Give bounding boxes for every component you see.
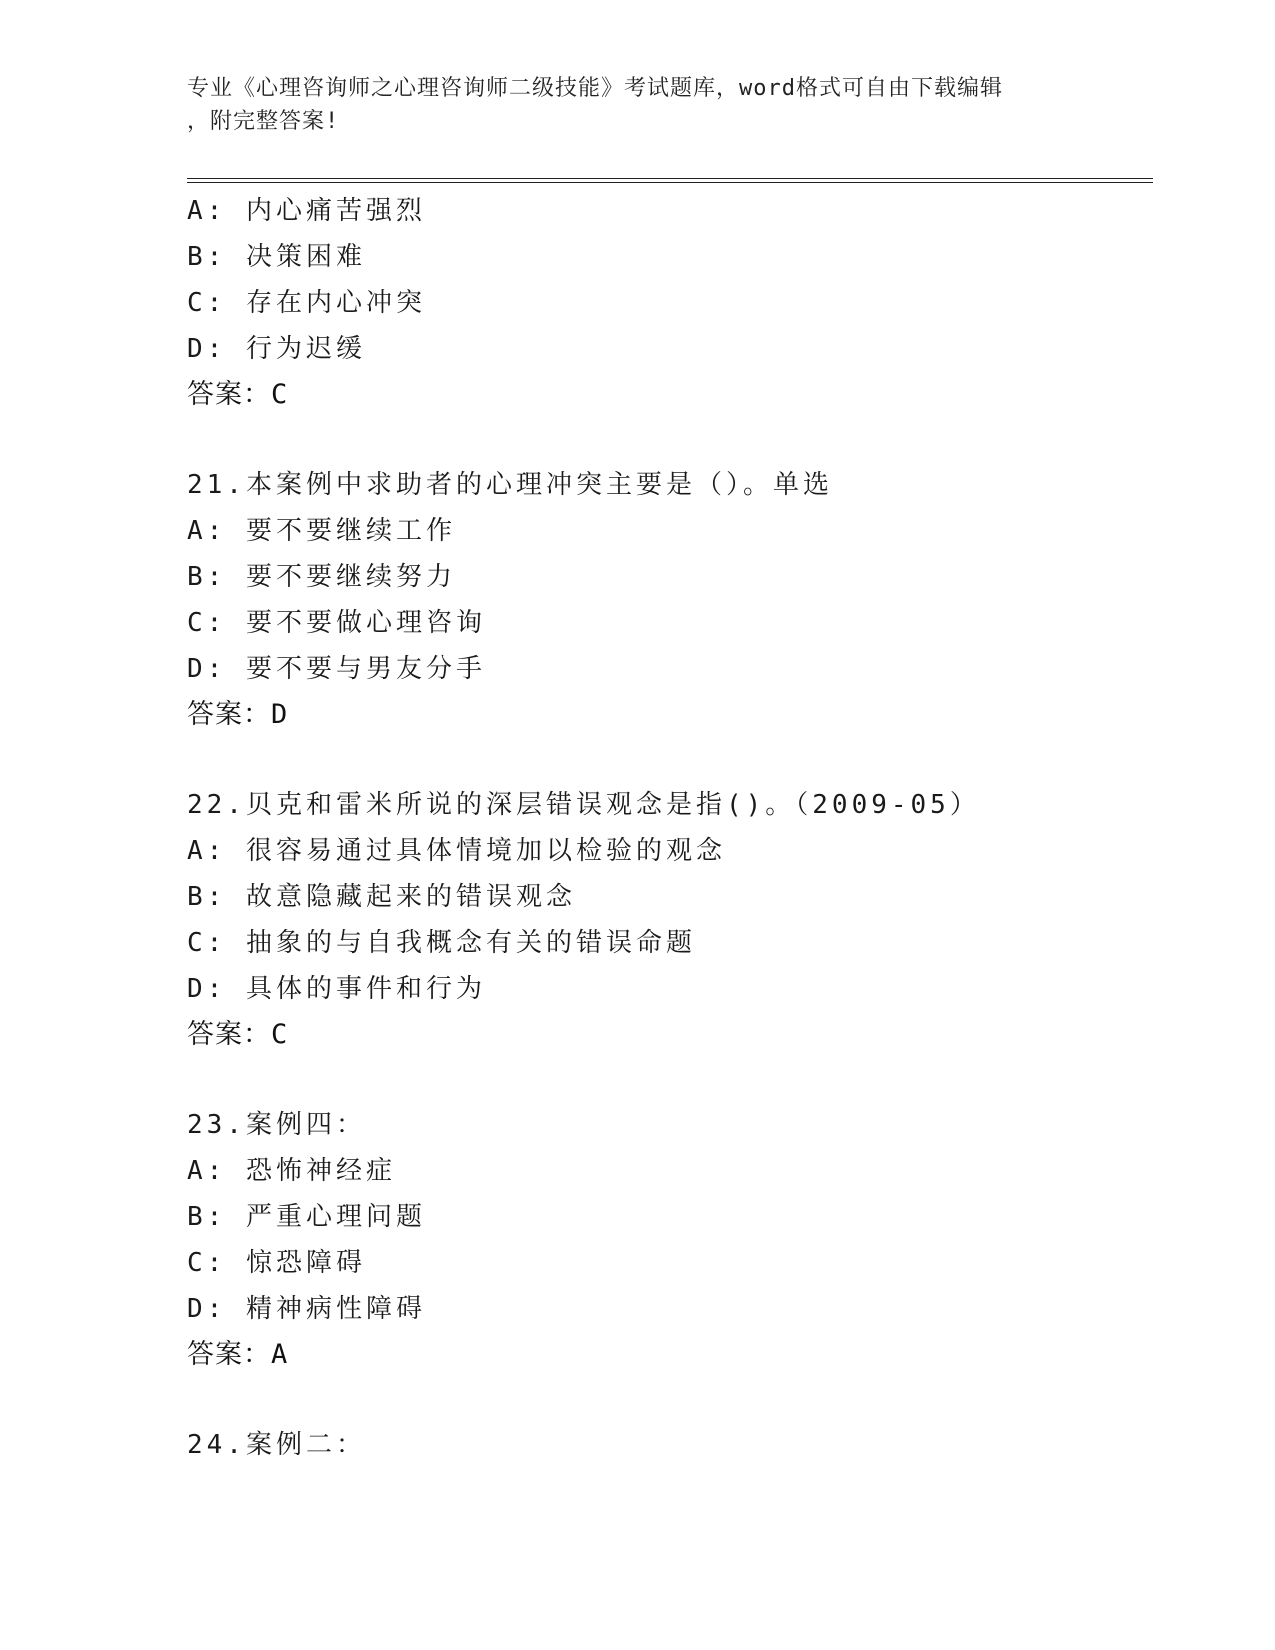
option-c: C: 惊恐障碍 — [187, 1248, 366, 1278]
option-d: D: 行为迟缓 — [187, 334, 366, 364]
answer-line: 答案：D — [187, 699, 289, 730]
option-b: B: 故意隐藏起来的错误观念 — [187, 882, 576, 912]
question-block-21 — [187, 462, 1147, 738]
option-c: C: 要不要做心理咨询 — [187, 608, 486, 638]
answer-line: 答案：C — [187, 379, 289, 410]
option-d: D: 要不要与男友分手 — [187, 654, 486, 684]
question-block-continued — [187, 188, 1147, 418]
question-block-23 — [187, 1102, 1147, 1378]
header-divider-bottom — [187, 182, 1153, 183]
question-text: 21.本案例中求助者的心理冲突主要是（）。单选 — [187, 470, 833, 500]
option-b: B: 要不要继续努力 — [187, 562, 456, 592]
header-line-2: ，附完整答案! — [187, 109, 340, 134]
answer-line: 答案：A — [187, 1339, 289, 1370]
option-a: A: 要不要继续工作 — [187, 516, 456, 546]
question-block-22 — [187, 782, 1147, 1058]
spacer — [187, 1378, 1147, 1422]
option-b: B: 决策困难 — [187, 242, 366, 272]
option-d: D: 具体的事件和行为 — [187, 974, 486, 1004]
question-block-24 — [187, 1422, 1147, 1468]
spacer — [187, 738, 1147, 782]
header-divider-top — [187, 178, 1153, 179]
option-c: C: 存在内心冲突 — [187, 288, 426, 318]
option-b: B: 严重心理问题 — [187, 1202, 426, 1232]
question-text: 23.案例四： — [187, 1110, 366, 1140]
option-c: C: 抽象的与自我概念有关的错误命题 — [187, 928, 696, 958]
option-d: D: 精神病性障碍 — [187, 1294, 426, 1324]
option-a: A: 很容易通过具体情境加以检验的观念 — [187, 836, 726, 866]
option-a: A: 恐怖神经症 — [187, 1156, 396, 1186]
spacer — [187, 418, 1147, 462]
option-a: A: 内心痛苦强烈 — [187, 196, 426, 226]
question-text: 24.案例二： — [187, 1430, 366, 1460]
document-header — [187, 72, 1087, 138]
spacer — [187, 1058, 1147, 1102]
question-text: 22.贝克和雷米所说的深层错误观念是指()。（2009-05） — [187, 790, 980, 820]
question-list — [187, 188, 1147, 1468]
header-line-1: 专业《心理咨询师之心理咨询师二级技能》考试题库，word格式可自由下载编辑 — [187, 76, 1003, 101]
answer-line: 答案：C — [187, 1019, 289, 1050]
